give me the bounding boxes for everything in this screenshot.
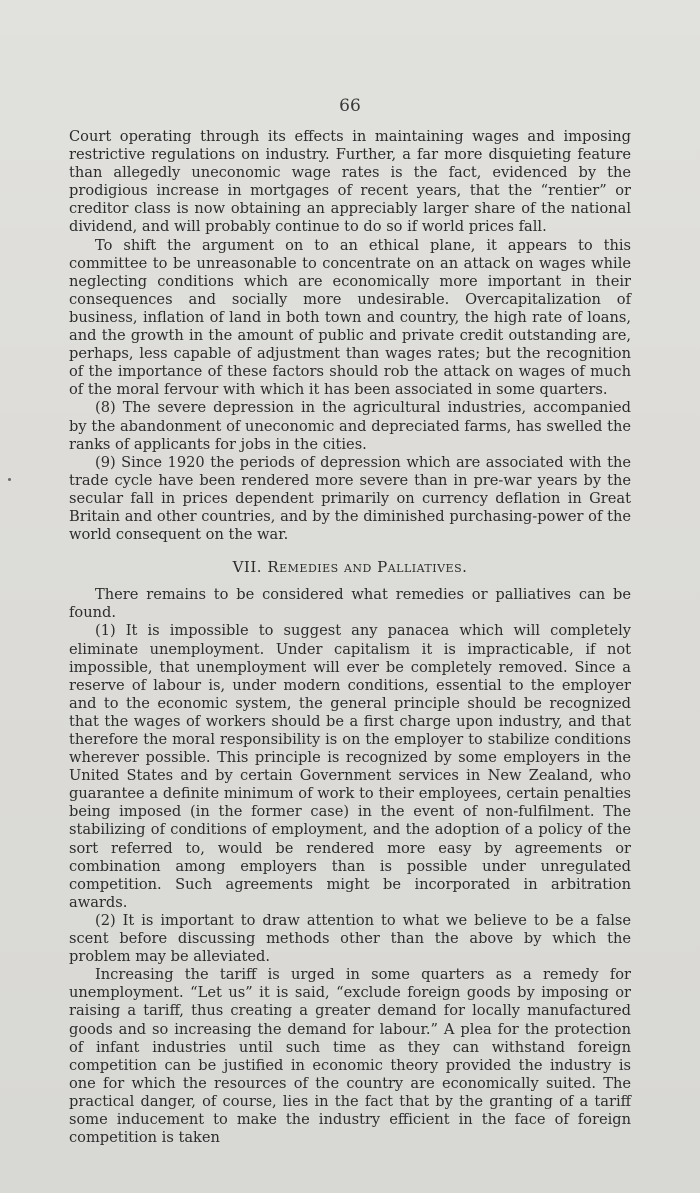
paragraph-continuation: Court operating through its effects in maintaining wages and imposing restrictive regulations on industry. Further, a far more disquieting feature than allegedly uneconomic wage rates is the fact, evidenced by the prodigious increase in mortgages of recent years, that the “rentier” or creditor class is now obtaining an appreciably larger share of the national dividend, and will probably continue to do so if world prices fall. xyxy=(69,128,631,236)
paragraph-remedy-2: (2) It is important to draw attention to what we believe to be a false scent before discussing methods other than the above by which the problem may be alleviated. xyxy=(69,911,631,966)
paragraph-remedies-intro: There remains to be considered what remedies or palliatives can be found. xyxy=(69,586,631,622)
page-number: 66 xyxy=(339,96,361,116)
paragraph-item-9: (9) Since 1920 the periods of depression which are associated with the trade cycle have been rendered more severe than in pre-war years by the secular fall in prices dependent primarily on currency deflation in Great Britain and other countries, and by the diminished purchasing-power of the world consequent on the war. xyxy=(69,453,631,544)
margin-speck xyxy=(8,478,11,481)
paragraph-item-8: (8) The severe depression in the agricultural industries, accompanied by the abandonment of uneconomic and depreciated farms, has swelled the ranks of applicants for jobs in the cities. xyxy=(69,399,631,453)
section-title: Remedies and Palliatives. xyxy=(267,558,468,577)
paragraph-ethical-plane: To shift the argument on to an ethical plane, it appears to this committee to be unreasonable to concentrate on an attack on wages while neglecting conditions which are economically more important in their consequences and socially more undesirable. Overcapitalization of business, inflation of land in both town and country, the high rate of loans, and the growth in the amount of public and private credit outstanding are, perhaps, less capable of adjustment than wages rates; but the recognition of the importance of these factors should rob the attack on wages of much of the moral fervour with which it has been associated in some quarters. xyxy=(69,236,631,399)
paragraph-remedy-1: (1) It is impossible to suggest any panacea which will completely eliminate unemployment. Under capitalism it is impracticable, if not impossible, that unemployment will ever be completely removed. Since a reserve of labour is, under modern conditions, essential to the employer and to the economic system, the general principle should be recognized that the wages of workers should be a first charge upon industry, and that therefore the moral responsibility is on the employer to stabilize conditions wherever possible. This principle is recognized by some employers in the United States and by certain Government services in New Zealand, who guarantee a definite minimum of work to their employees, certain penalties being imposed (in the former case) in the event of non-fulfilment. The stabilizing of conditions of employment, and the adoption of a policy of the sort referred to, would be rendered more easy by agreements or combination among employers than is possible under unregulated competition. Such agreements might be incorporated in arbitration awards. xyxy=(69,622,631,911)
paragraph-tariff: Increasing the tariff is urged in some quarters as a remedy for unemployment. “Let us” it is said, “exclude foreign goods by imposing or raising a tariff, thus creating a greater demand for locally manufactured goods and so increasing the demand for labour.” A plea for the protection of infant industries until such time as they can withstand foreign competition can be justified in economic theory provided the industry is one for which the resources of the country are economically suited. The practical danger, of course, lies in the fact that by the granting of a tariff some inducement to make the industry efficient in the face of foreign competition is taken xyxy=(69,966,631,1147)
section-numeral: VII. xyxy=(232,558,263,577)
page-body xyxy=(69,128,631,1147)
section-heading xyxy=(69,558,631,576)
